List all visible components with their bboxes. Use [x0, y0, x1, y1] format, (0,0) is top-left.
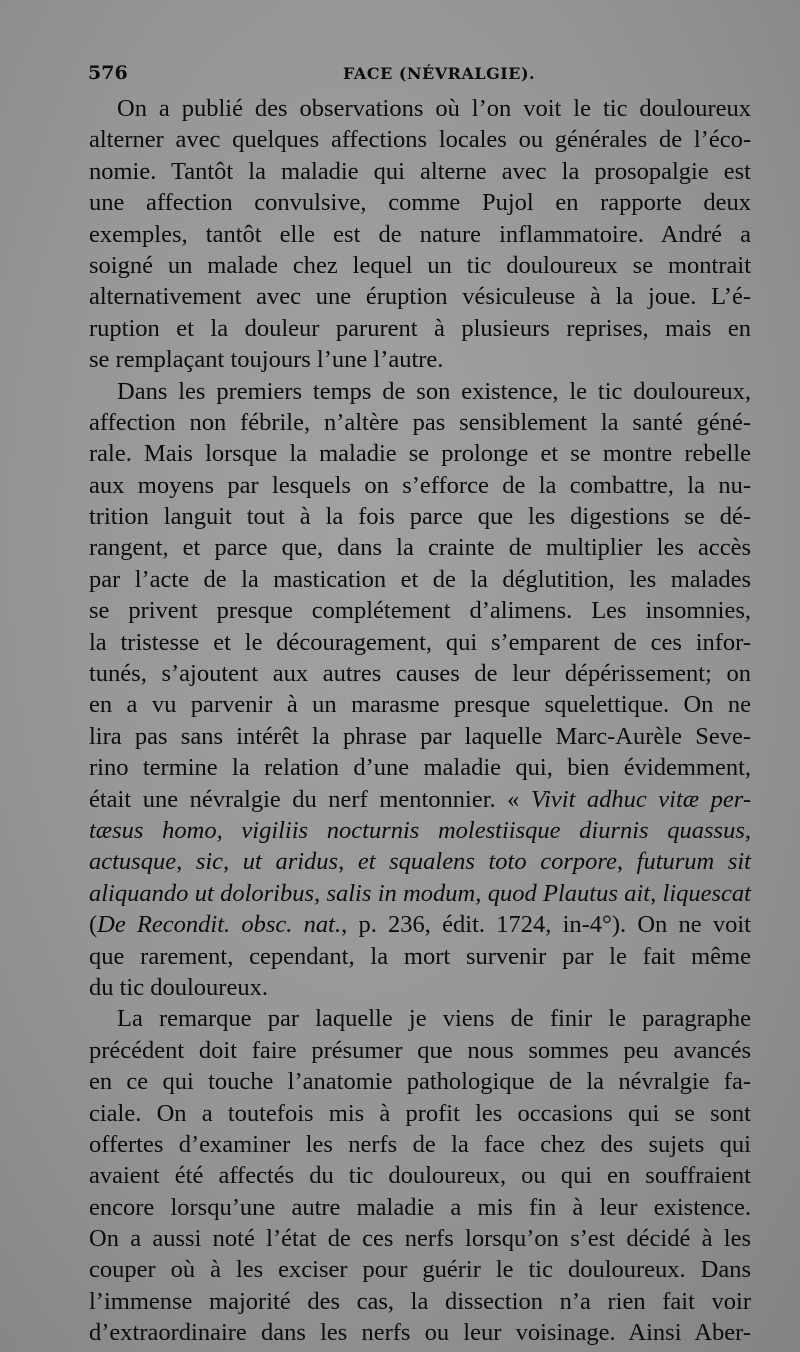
text-line: rale. Mais lorsque la maladie se prolonge et se montre rebelle: [89, 440, 751, 468]
text-line: l’immense majorité des cas, la dissection n’a rien fait voir: [89, 1287, 751, 1315]
text-line: affection non fébrile, n’altère pas sensiblement la santé géné-: [89, 408, 751, 436]
text-line: On a publié des observations où l’on voit le tic douloureux: [117, 95, 751, 122]
latin-quote: Vivit adhuc vitæ per-: [530, 785, 751, 813]
text-line: nomie. Tantôt la maladie qui alterne avec la prosopalgie est: [89, 157, 751, 185]
text-line: en a vu parvenir à un marasme presque squelettique. On ne: [89, 691, 751, 719]
text-line: aux moyens par lesquels on s’efforce de la combattre, la nu-: [89, 471, 751, 499]
text-line: couper où à les exciser pour guérir le tic douloureux. Dans: [89, 1256, 751, 1284]
text-line: trition languit tout à la fois parce que les digestions se dé-: [89, 503, 751, 531]
latin-quote-line: tæsus homo, vigiliis nocturnis molestiisque diurnis quassus,: [89, 816, 751, 844]
text-line: rino termine la relation d’une maladie qui, bien évidemment,: [89, 754, 751, 782]
text-line: d’extraordinaire dans les nerfs ou leur voisinage. Ainsi Aber-: [89, 1319, 751, 1347]
text-line: que rarement, cependant, la mort survenir par le fait même: [89, 942, 751, 970]
text-line: lira pas sans intérêt la phrase par laquelle Marc-Aurèle Seve-: [89, 722, 751, 750]
text-line: du tic douloureux.: [89, 973, 268, 1001]
text-line: soigné un malade chez lequel un tic douloureux se montrait: [89, 251, 751, 279]
text-line: On a aussi noté l’état de ces nerfs lorsqu’on s’est décidé à les: [89, 1225, 751, 1253]
paragraph-1: [89, 93, 751, 376]
text-line-citation: [89, 909, 751, 940]
text-line: alterner avec quelques affections locales ou générales de l’éco-: [89, 126, 751, 154]
text-line: offertes d’examiner les nerfs de la face chez des sujets qui: [89, 1130, 751, 1158]
text-line: se remplaçant toujours l’une l’autre.: [89, 346, 444, 374]
text-run: (: [89, 911, 98, 939]
text-line: une affection convulsive, comme Pujol en rapporte deux: [89, 189, 751, 217]
text-line: ruption et la douleur parurent à plusieurs reprises, mais en: [89, 314, 751, 342]
running-head: [88, 62, 748, 88]
text-line: se privent presque complétement d’alimens. Les insomnies,: [89, 597, 751, 625]
citation-title: De Recondit. obsc. nat.: [97, 911, 342, 939]
text-line: alternativement avec une éruption vésiculeuse à la joue. L’é-: [89, 283, 751, 311]
text-run: , p. 236, édit. 1724, in-4°). On ne voit: [341, 911, 751, 939]
text-line: encore lorsqu’une autre maladie a mis fin à leur existence.: [89, 1193, 751, 1221]
text-line: Dans les premiers temps de son existence, le tic douloureux,: [117, 377, 751, 405]
text-line: tunés, s’ajoutent aux autres causes de leur dépérissement; on: [89, 660, 751, 688]
text-line: avaient été affectés du tic douloureux, ou qui en souffraient: [89, 1162, 751, 1190]
text-line: La remarque par laquelle je viens de finir le paragraphe: [117, 1005, 751, 1033]
text-line: exemples, tantôt elle est de nature inflammatoire. André a: [89, 220, 751, 248]
page-number: 576: [88, 62, 128, 84]
text-line-mixed: [89, 784, 751, 815]
text-line: précédent doit faire présumer que nous sommes peu avancés: [89, 1036, 751, 1064]
text-line: ciale. On a toutefois mis à profit les occasions qui se sont: [89, 1099, 751, 1127]
text-run: était une névralgie du nerf mentonnier. «: [89, 785, 531, 813]
paragraph-3: [89, 1003, 751, 1348]
text-line: en ce qui touche l’anatomie pathologique de la névralgie fa-: [89, 1068, 751, 1096]
latin-quote-line: aliquando ut doloribus, salis in modum, quod Plautus ait, liquescat: [89, 879, 751, 907]
body-text: [89, 93, 751, 1349]
running-title: FACE (NÉVRALGIE).: [343, 64, 536, 83]
paragraph-2: [89, 376, 751, 1004]
text-line: la tristesse et le découragement, qui s’emparent de ces infor-: [89, 628, 751, 656]
text-line: par l’acte de la mastication et de la déglutition, les malades: [89, 565, 751, 593]
text-line: rangent, et parce que, dans la crainte de multiplier les accès: [89, 534, 751, 562]
latin-quote-line: actusque, sic, ut aridus, et squalens toto corpore, futurum sit: [89, 848, 751, 876]
